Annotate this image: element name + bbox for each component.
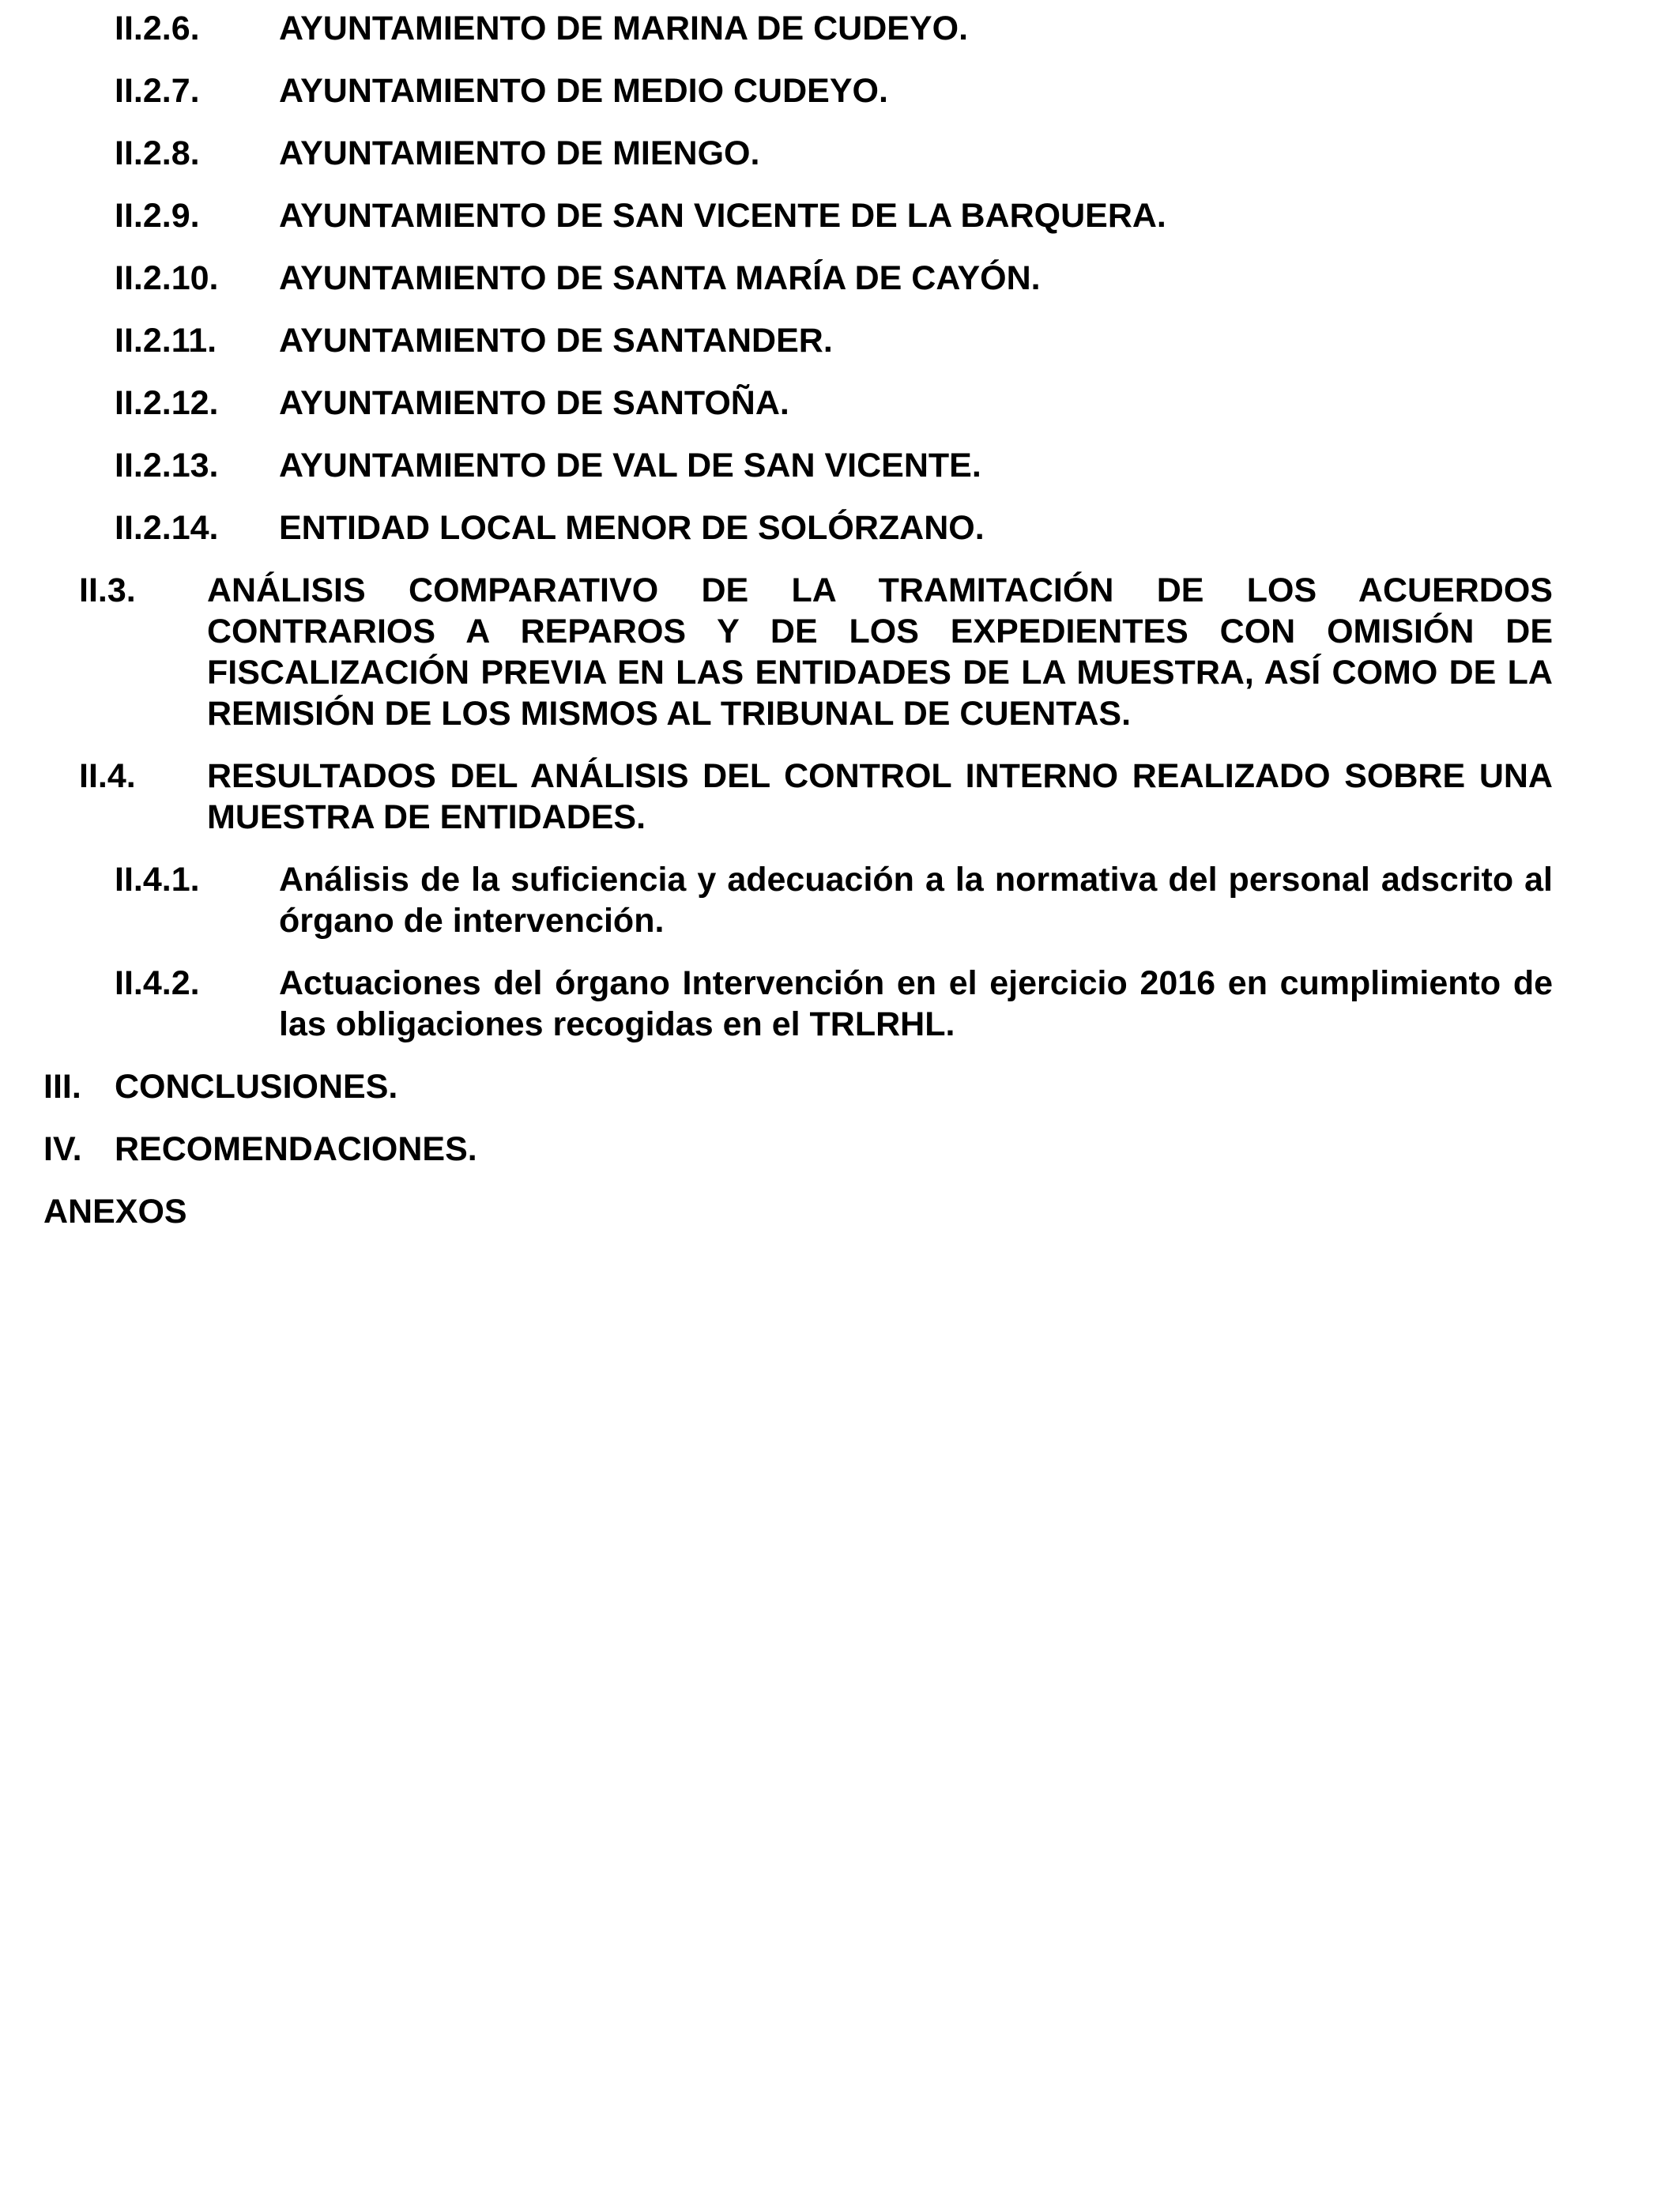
toc-entry-number: II.4.1. (115, 861, 200, 899)
toc-entry-number: II.4. (79, 757, 136, 795)
toc-entry-number: II.2.6. (115, 9, 200, 47)
toc-entry-title: AYUNTAMIENTO DE MEDIO CUDEYO. (279, 72, 888, 110)
toc-entry-title: AYUNTAMIENTO DE SAN VICENTE DE LA BARQUERA. (279, 197, 1166, 235)
toc-entry-title: RECOMENDACIONES. (115, 1130, 477, 1168)
toc-entry-number: III. (43, 1068, 81, 1106)
toc-entry-number: II.2.9. (115, 197, 200, 235)
toc-entry-title: AYUNTAMIENTO DE MARINA DE CUDEYO. (279, 9, 969, 47)
toc-entry-title: ANÁLISIS COMPARATIVO DE LA TRAMITACIÓN DE LOS ACUERDOS CONTRARIOS A REPAROS Y DE LOS EXPEDIENTES CON OMISIÓN DE FISCALIZACIÓN PREVIA EN LAS ENTIDADES DE LA MUESTRA, ASÍ COMO DE LA REMISIÓN DE LOS MISMOS AL TRIBUNAL DE CUENTAS. (207, 571, 1553, 733)
toc-entry-ii-2-9[interactable] (0, 195, 1680, 236)
toc-entry-ii-2-12[interactable] (0, 383, 1680, 424)
toc-entry-number: IV. (43, 1130, 82, 1168)
toc-entry-ii-2-8[interactable] (0, 133, 1680, 174)
toc-entry-ii-2-6[interactable] (0, 8, 1680, 49)
toc-entry-number: II.3. (79, 571, 136, 609)
toc-entry-ii-4-2[interactable] (0, 963, 1680, 1045)
toc-entry-ii-2-14[interactable] (0, 507, 1680, 548)
toc-entry-title: Actuaciones del órgano Intervención en el ejercicio 2016 en cumplimiento de las obligaciones recogidas en el TRLRHL. (279, 964, 1553, 1043)
toc-entry-title: AYUNTAMIENTO DE SANTOÑA. (279, 384, 789, 422)
toc-entry-iii[interactable] (0, 1066, 1680, 1107)
toc-entry-number: II.2.13. (115, 447, 219, 484)
toc-entry-title: AYUNTAMIENTO DE SANTANDER. (279, 322, 833, 360)
toc-entry-title: ENTIDAD LOCAL MENOR DE SOLÓRZANO. (279, 509, 985, 547)
toc-entry-number: II.2.12. (115, 384, 219, 422)
toc-entry-title: Análisis de la suficiencia y adecuación a la normativa del personal adscrito al órgano de intervención. (279, 861, 1553, 940)
toc-entry-number: II.2.11. (115, 322, 217, 360)
toc-entry-ii-2-13[interactable] (0, 445, 1680, 486)
toc-entry-title: CONCLUSIONES. (115, 1068, 398, 1106)
toc-entry-title: AYUNTAMIENTO DE VAL DE SAN VICENTE. (279, 447, 981, 484)
toc-entry-title: AYUNTAMIENTO DE MIENGO. (279, 134, 760, 172)
toc-entry-ii-4-1[interactable] (0, 859, 1680, 941)
toc-entry-number: II.2.10. (115, 259, 219, 297)
table-of-contents (0, 8, 1680, 1232)
toc-entry-annexes[interactable]: ANEXOS (43, 1193, 187, 1231)
toc-entry-title: RESULTADOS DEL ANÁLISIS DEL CONTROL INTERNO REALIZADO SOBRE UNA MUESTRA DE ENTIDADES. (207, 757, 1553, 836)
toc-entry-number: II.2.8. (115, 134, 200, 172)
toc-entry-title: AYUNTAMIENTO DE SANTA MARÍA DE CAYÓN. (279, 259, 1041, 297)
toc-entry-number: II.2.7. (115, 72, 200, 110)
toc-entry-ii-3[interactable] (0, 570, 1680, 734)
toc-entry-number: II.2.14. (115, 509, 219, 547)
toc-entry-ii-4[interactable] (0, 756, 1680, 838)
toc-entry-ii-2-11[interactable] (0, 320, 1680, 361)
toc-entry-ii-2-10[interactable] (0, 258, 1680, 299)
toc-entry-number: II.4.2. (115, 964, 200, 1002)
toc-entry-ii-2-7[interactable] (0, 70, 1680, 111)
toc-entry-iv[interactable] (0, 1129, 1680, 1170)
